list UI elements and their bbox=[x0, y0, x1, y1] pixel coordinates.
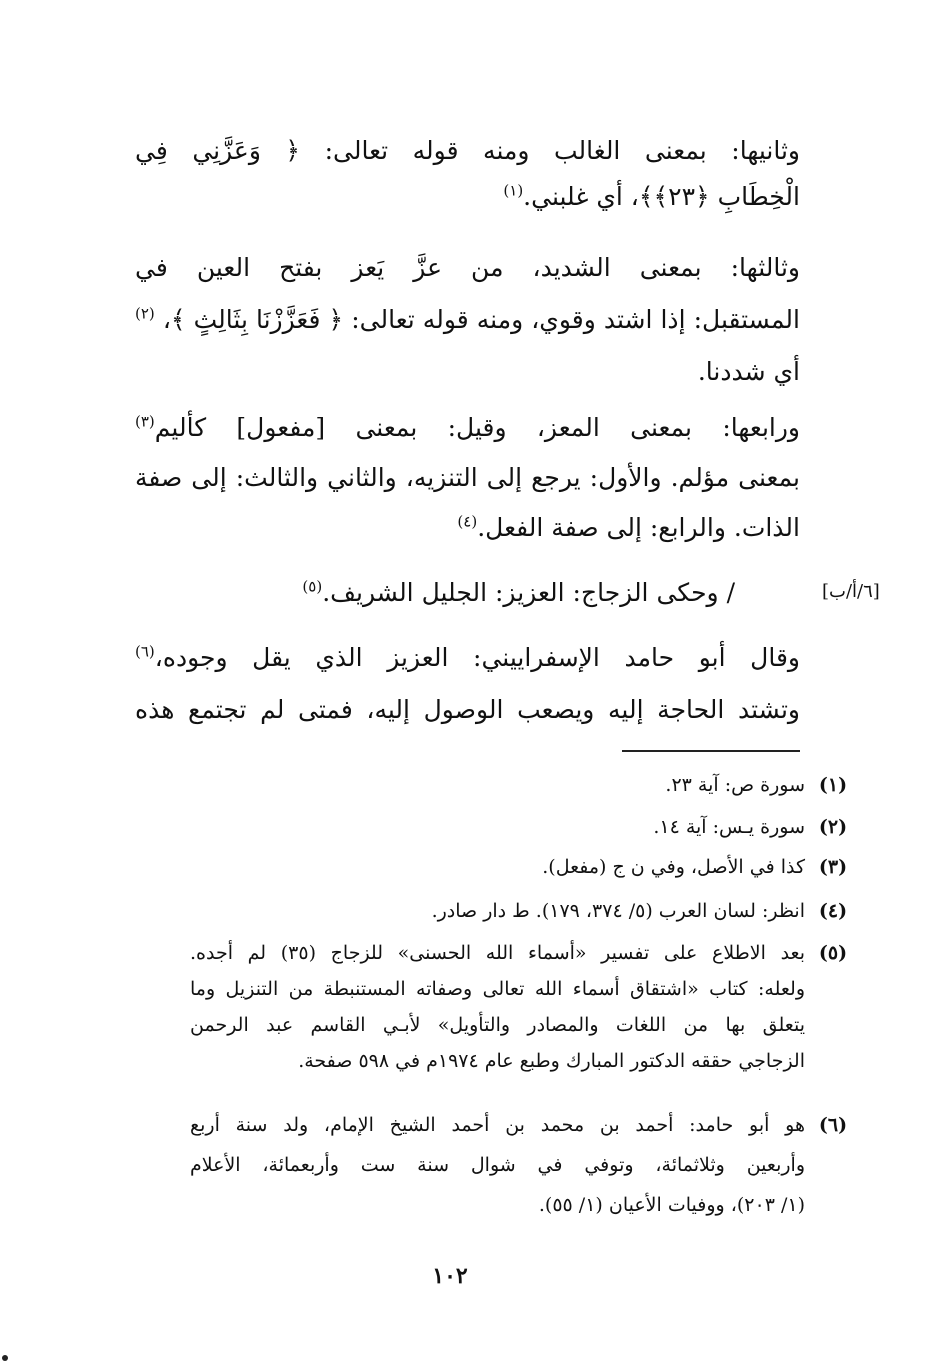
text-line-content: الذات. والرابع: إلى صفة الفعل. bbox=[477, 513, 800, 542]
text-line bbox=[135, 503, 800, 553]
footnote-line: بعد الاطلاع على تفسير «أسماء الله الحسنى» للزجاج (٣٥) لم أجده. bbox=[190, 942, 805, 964]
footnote-line: هو أبو حامد: أحمد بن محمد بن أحمد الشيخ الإمام، ولد سنة أربع bbox=[190, 1114, 805, 1136]
footnote-line: كذا في الأصل، وفي ن ج (مفعل). bbox=[542, 856, 805, 878]
text-line-content: الْخِطَابِ ﴿٢٣﴾﴾، أي غلبني. bbox=[523, 182, 800, 211]
text-line: وثالثها: بمعنى الشديد، من عزَّ يَعز بفتح العين في bbox=[135, 253, 800, 282]
paragraph-isfarayini bbox=[135, 632, 800, 736]
text-line bbox=[135, 632, 800, 684]
scan-speck bbox=[2, 1355, 8, 1361]
footnote-separator bbox=[622, 750, 800, 752]
footnote-ref: (٦) bbox=[135, 642, 155, 661]
footnote-line: ولعله: كتاب «اشتقاق أسماء الله تعالى وصفاته المستنبطة من التنزيل وما bbox=[190, 978, 805, 1000]
footnote-line: وأربعين وثلاثمائة، وتوفي في شوال سنة ست وأربعمائة، الأعلام bbox=[190, 1154, 805, 1176]
folio-reference: [٦/أ/ب] bbox=[822, 581, 880, 602]
footnote-line: (١/ ٢٠٣)، ووفيات الأعيان (١/ ٥٥). bbox=[538, 1194, 805, 1216]
text-line bbox=[135, 294, 800, 346]
footnote-line: سورة ص: آية ٢٣. bbox=[665, 774, 805, 796]
footnote-line: انظر: لسان العرب (٥/ ٣٧٤، ١٧٩). ط دار صادر. bbox=[431, 900, 805, 922]
text-line: وتشتد الحاجة إليه ويصعب الوصول إليه، فمتى لم تجتمع هذه bbox=[135, 695, 800, 724]
paragraph-fourth-meaning bbox=[135, 403, 800, 553]
footnote-number: (٢) bbox=[818, 816, 848, 838]
text-line-content: وقال أبو حامد الإسفراييني: العزيز الذي يقل وجوده، bbox=[154, 643, 800, 672]
text-line bbox=[135, 403, 800, 453]
text-line bbox=[135, 570, 735, 616]
text-line bbox=[135, 174, 800, 220]
footnote bbox=[190, 935, 848, 1079]
footnote bbox=[205, 850, 848, 884]
footnote-number: (٥) bbox=[818, 942, 848, 964]
page-number: ١٠٢ bbox=[432, 1263, 468, 1289]
paragraph-second-meaning bbox=[135, 128, 800, 220]
text-line-content: / وحكى الزجاج: العزيز: الجليل الشريف. bbox=[322, 578, 735, 607]
footnote-number: (٤) bbox=[818, 900, 848, 922]
footnote-ref: (٢) bbox=[135, 304, 155, 323]
footnote-line: سورة يـس: آية ١٤. bbox=[653, 816, 805, 838]
footnote-ref: (١) bbox=[503, 181, 524, 200]
footnote-ref: (٣) bbox=[135, 412, 155, 431]
text-line-content: المستقبل: إذا اشتد وقوي، ومنه قوله تعالى: ﴿ فَعَزَّزْنَا بِثَالِثٍ ﴾، bbox=[154, 305, 800, 334]
footnote bbox=[205, 894, 848, 928]
paragraph-third-meaning bbox=[135, 242, 800, 398]
footnote-line: يتعلق بها من اللغات والمصادر والتأويل» لأبـي القاسم عبد الرحمن bbox=[190, 1014, 805, 1036]
paragraph-zajjaj bbox=[135, 570, 735, 616]
footnote bbox=[190, 1105, 848, 1225]
text-line-content: ورابعها: بمعنى المعز، وقيل: بمعنى [مفعول] كأليم bbox=[154, 413, 800, 442]
footnote-number: (١) bbox=[818, 774, 848, 796]
footnote bbox=[205, 810, 848, 844]
footnote-number: (٦) bbox=[818, 1114, 848, 1136]
text-line: بمعنى مؤلم. والأول: يرجع إلى التنزيه، والثاني والثالث: إلى صفة bbox=[135, 463, 800, 492]
footnote-number: (٣) bbox=[818, 856, 848, 878]
text-line: أي شددنا. bbox=[697, 357, 800, 386]
footnote-ref: (٥) bbox=[302, 577, 323, 596]
footnote-ref: (٤) bbox=[457, 512, 478, 531]
text-line: وثانيها: بمعنى الغالب ومنه قوله تعالى: ﴿ وَعَزَّنِي فِي bbox=[135, 136, 800, 165]
footnote bbox=[205, 768, 848, 802]
footnote-line: الزجاجي حققه الدكتور المبارك وطبع عام ١٩٧٤م في ٥٩٨ صفحة. bbox=[298, 1050, 805, 1072]
